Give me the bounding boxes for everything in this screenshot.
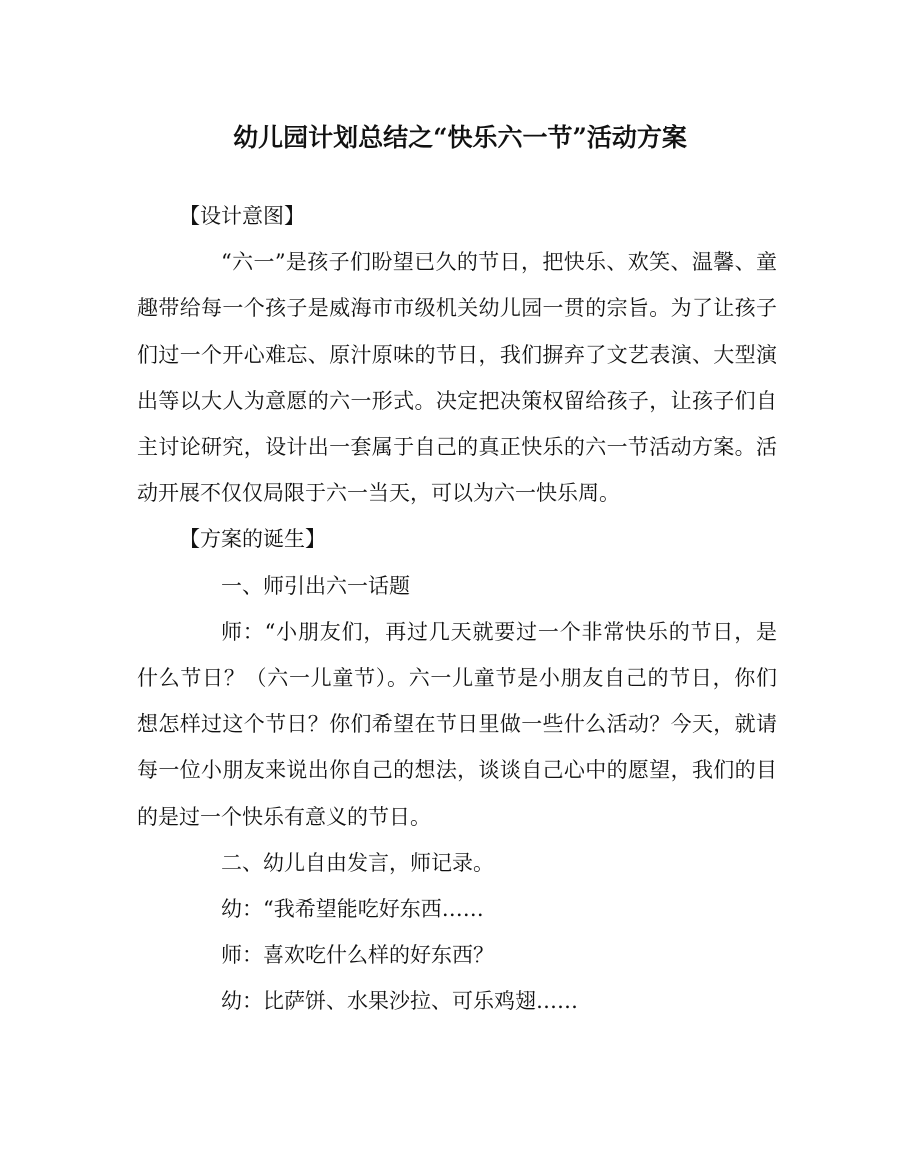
document-body [137,193,777,1025]
paragraph-step-two: 二、幼儿自由发言，师记录。 [221,850,494,875]
document-title: 幼儿园计划总结之“快乐六一节”活动方案 [233,123,687,152]
paragraph-teacher-prompt: 师：“小朋友们，再过几天就要过一个非常快乐的节日，是什么节日？（六一儿童节）。六一儿童节是小朋友自己的节日，你们想怎样过这个节日？你们希望在节日里做一些什么活动？今天，就请每一位小朋友来说出你自己的想法，谈谈自己心中的愿望，我们的目的是过一个快乐有意义的节日。 [137,619,777,829]
paragraph-child-reply-2: 幼：比萨饼、水果沙拉、可乐鸡翅…… [221,989,578,1014]
paragraph-child-reply-1: 幼：“我希望能吃好东西…… [221,897,484,922]
paragraph-design-intent: “六一”是孩子们盼望已久的节日，把快乐、欢笑、温馨、童趣带给每一个孩子是威海市市级机关幼儿园一贯的宗旨。为了让孩子们过一个开心难忘、原汁原味的节日，我们摒弃了文艺表演、大型演出等以大人为意愿的六一形式。决定把决策权留给孩子，让孩子们自主讨论研究，设计出一套属于自己的真正快乐的六一节活动方案。活动开展不仅仅局限于六一当天，可以为六一快乐周。 [137,250,777,506]
section-heading-design-intent: 【设计意图】 [179,204,305,228]
paragraph-step-one: 一、师引出六一话题 [221,573,410,598]
section-heading-plan-origin: 【方案的诞生】 [179,527,326,552]
paragraph-teacher-question: 师：喜欢吃什么样的好东西？ [221,943,494,968]
